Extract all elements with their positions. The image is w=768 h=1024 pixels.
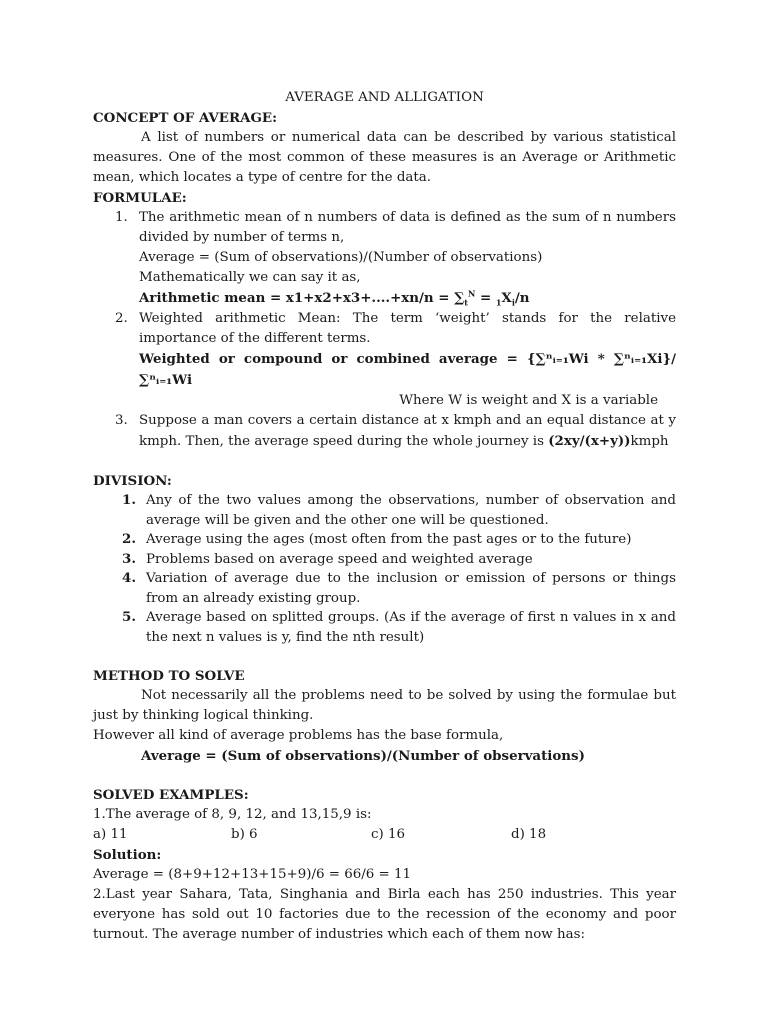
formula-item-text: Weighted arithmetic Mean: The term ‘weight’ stands for the relative importance of the different terms.	[139, 311, 676, 346]
method-heading: METHOD TO SOLVE	[93, 668, 245, 684]
division-item: 3. Problems based on average speed and weighted average	[122, 550, 533, 567]
formula-item-3: 3. Suppose a man covers a certain distance at x kmph and an equal distance at y kmph. Then, the average speed during the whole journey is (2xy/(x+y))kmph	[115, 413, 676, 449]
solved-heading: SOLVED EXAMPLES:	[93, 787, 249, 803]
division-item: 2. Average using the ages (most often from the past ages or to the future)	[122, 531, 632, 547]
concept-heading: CONCEPT OF AVERAGE:	[93, 110, 278, 126]
formula-item-number: 1.	[115, 210, 128, 225]
weighted-average-formula: Weighted or compound or combined average = {∑ⁿᵢ₌₁Wi * ∑ⁿᵢ₌₁Xi}/∑ⁿᵢ₌₁Wi	[139, 351, 676, 388]
question-2: 2.Last year Sahara, Tata, Singhania and Birla each has 250 industries. This year everyone has sold out 10 factories due to the recession of the economy and poor turnout. The average number of industries which each of them now has:	[93, 887, 676, 942]
average-definition: Average = (Sum of observations)/(Number of observations)	[139, 250, 543, 265]
division-heading: DIVISION:	[93, 473, 172, 489]
formula-item-number: 3.	[115, 413, 128, 428]
formulae-list	[93, 208, 676, 452]
division-item: 4. Variation of average due to the inclusion or emission of persons or things from an already existing group.	[122, 570, 676, 606]
formulae-heading: FORMULAE:	[93, 190, 187, 206]
document-page	[93, 88, 676, 945]
formula-item-text: The arithmetic mean of n numbers of data is defined as the sum of n numbers divided by number of terms n,	[139, 210, 676, 245]
answer-options	[93, 825, 676, 845]
document-title: AVERAGE AND ALLIGATION	[285, 90, 484, 105]
formula-item-number: 2.	[115, 311, 128, 326]
method-paragraph: However all kind of average problems has the base formula,	[93, 728, 504, 743]
formula-item-text: Suppose a man covers a certain distance at x kmph and an equal distance at y kmph. Then, the average speed during the whole journey is	[139, 413, 676, 449]
division-item: 1. Any of the two values among the observations, number of observation and average will be given and the other one will be questioned.	[122, 492, 676, 528]
weight-note: Where W is weight and X is a variable	[399, 393, 658, 408]
formula-item-text: Mathematically we can say it as,	[139, 270, 361, 285]
formula-item-1	[93, 208, 676, 309]
division-item: 5. Average based on splitted groups. (As if the average of first n values in x and the next n values is y, find the nth result)	[122, 609, 676, 645]
division-list	[93, 491, 676, 647]
formula-item-2	[93, 309, 676, 411]
base-formula: Average = (Sum of observations)/(Number of observations)	[141, 748, 585, 764]
option-b: b) 6	[231, 827, 258, 842]
solution-label: Solution:	[93, 847, 162, 863]
option-c: c) 16	[371, 827, 406, 842]
concept-paragraph: A list of numbers or numerical data can be described by various statistical measures. One of the most common of these measures is an Average or Arithmetic mean, which locates a type of centre for the data.	[93, 130, 676, 185]
average-speed-formula: (2xy/(x+y))	[548, 433, 631, 449]
option-d: d) 18	[511, 827, 547, 842]
method-paragraph: Not necessarily all the problems need to be solved by using the formulae but just by thinking logical thinking.	[93, 688, 676, 723]
question-1: 1.The average of 8, 9, 12, and 13,15,9 is:	[93, 807, 372, 822]
solution-text: Average = (8+9+12+13+15+9)/6 = 66/6 = 11	[93, 867, 412, 882]
arithmetic-mean-formula: Arithmetic mean = $x1+x2+x3+....+xn/n = \sum_t^N = _1X_i/n$	[139, 288, 530, 308]
option-a: a) 11	[93, 827, 128, 842]
